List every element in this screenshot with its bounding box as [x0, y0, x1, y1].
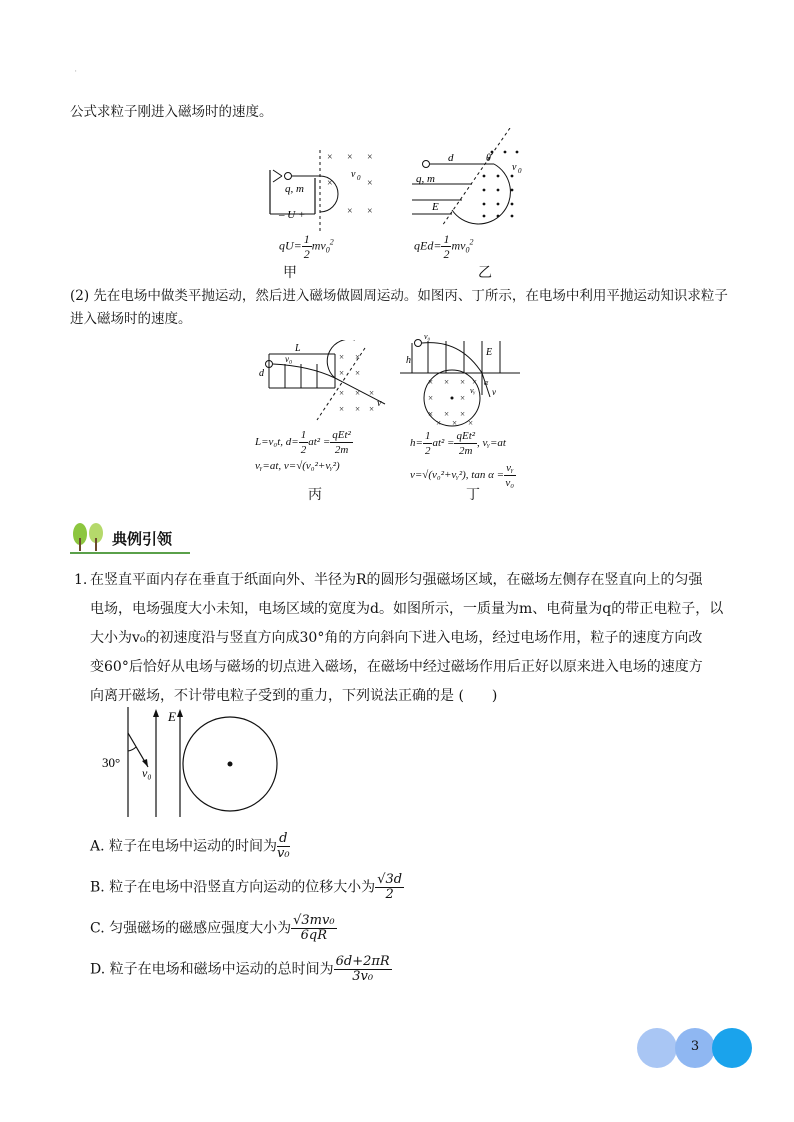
- svg-text:×: ×: [327, 152, 333, 163]
- label-d: d: [448, 152, 454, 164]
- svg-text:×: ×: [428, 393, 434, 403]
- question-figure: [100, 705, 280, 820]
- option-d[interactable]: D. 粒子在电场和磁场中运动的总时间为 $\frac{6d+2\pi R}{\text{3v₀}}$: [90, 954, 390, 984]
- corner-mark: ': [75, 70, 77, 77]
- svg-text:×: ×: [369, 404, 375, 414]
- caption-bing: 丙: [308, 487, 322, 503]
- label-E: E: [168, 709, 176, 724]
- label-U: – U +: [279, 209, 306, 221]
- svg-text:×: ×: [339, 368, 345, 378]
- section-title: 典例引领: [112, 530, 173, 548]
- figure-jia: [265, 148, 400, 281]
- svg-text:×: ×: [339, 388, 345, 398]
- svg-text:×: ×: [428, 409, 434, 419]
- label-v0: v₀: [424, 333, 431, 341]
- svg-text:×: ×: [472, 377, 478, 387]
- label-vy: vᵧ: [470, 386, 476, 395]
- page-number: 3: [690, 1039, 700, 1054]
- svg-text:×: ×: [428, 377, 434, 387]
- svg-text:×: ×: [452, 418, 458, 428]
- figure-bing-diagram: [255, 340, 390, 425]
- formula-ding-2: v=√(v₀²+vᵧ²), tan α = $\frac{\text{vᵧ}}{\text{v₀}}$: [410, 462, 515, 489]
- label-v: v: [377, 398, 382, 409]
- formula-jia: qU= $\frac{1}{2}$ $mv_0^2$: [279, 232, 334, 261]
- caption-ding: 丁: [466, 487, 480, 503]
- label-L: L: [295, 343, 301, 354]
- option-c[interactable]: C. 匀强磁场的磁感应强度大小为 $\frac{\text{√3mv₀}}{6qR}$: [90, 913, 335, 943]
- svg-text:0: 0: [357, 174, 361, 182]
- label-qm: q, m: [285, 183, 304, 195]
- label-E: E: [432, 201, 439, 213]
- question-line-3: 大小为v₀的初速度沿与竖直方向成30°角的方向斜向下进入电场，经过电场作用，粒子的速度方向改: [90, 630, 703, 646]
- figure-jia-diagram: [265, 148, 400, 238]
- figure-yi-diagram: [412, 128, 532, 228]
- formula-bing-1: L=v₀t, d= $\frac{1}{2}$ at² = $\frac{\text{qEt²}}{2m}$: [255, 429, 351, 456]
- question-line-4: 变60°后恰好从电场与磁场的切点进入磁场，在磁场中经过磁场作用后正好以原来进入电场的速度方: [90, 659, 703, 675]
- svg-text:×: ×: [347, 152, 353, 163]
- svg-text:0: 0: [518, 167, 522, 175]
- option-b[interactable]: B. 粒子在电场中沿竖直方向运动的位移大小为 $\frac{√3d}{2}$: [90, 872, 403, 902]
- svg-text:×: ×: [460, 409, 466, 419]
- formula-bing-2: vᵧ=at, v=√(v₀²+vᵧ²): [255, 460, 340, 472]
- question-line-2: 电场，电场强度大小未知，电场区域的宽度为d。如图所示，一质量为m、电荷量为q的带正电粒子，以: [90, 601, 724, 617]
- figure-ding-diagram: [400, 333, 540, 428]
- caption-jia: 甲: [283, 265, 297, 281]
- section-underline: [70, 552, 190, 554]
- svg-text:×: ×: [367, 206, 373, 217]
- svg-text:×: ×: [327, 178, 333, 189]
- svg-text:×: ×: [460, 377, 466, 387]
- figure-ding: [400, 333, 545, 510]
- svg-text:×: ×: [355, 388, 361, 398]
- formula-ding-1: h= $\frac{1}{2}$ at² = $\frac{\text{qEt²}}{2m}$ , vᵧ=at: [410, 430, 506, 457]
- svg-text:×: ×: [347, 206, 353, 217]
- label-qm: q, m: [416, 173, 435, 185]
- option-a[interactable]: A. 粒子在电场中运动的时间为 $\frac{d}{\text{v₀}}$: [90, 831, 290, 861]
- svg-text:×: ×: [468, 418, 474, 428]
- label-h: h: [406, 355, 411, 366]
- svg-text:×: ×: [355, 352, 361, 362]
- svg-text:×: ×: [367, 178, 373, 189]
- page-circle-left: [637, 1028, 677, 1068]
- svg-text:×: ×: [339, 404, 345, 414]
- svg-text:×: ×: [460, 393, 466, 403]
- question-line-5: 向离开磁场，不计带电粒子受到的重力，下列说法正确的是 ( ): [90, 688, 498, 704]
- label-v0: v: [351, 169, 356, 180]
- label-angle: 30°: [102, 755, 121, 770]
- label-v0: v: [512, 162, 517, 173]
- page-number-decor: [637, 1028, 752, 1068]
- label-E: E: [486, 347, 493, 358]
- figure-yi: [412, 128, 532, 281]
- svg-text:×: ×: [355, 404, 361, 414]
- question-line-1: 在竖直平面内存在垂直于纸面向外、半径为R的圆形匀强磁场区域，在磁场左侧存在竖直向上的匀强: [90, 572, 703, 588]
- svg-text:×: ×: [436, 418, 442, 428]
- figure-bing: [255, 340, 390, 510]
- label-alpha: α: [484, 378, 489, 387]
- svg-text:×: ×: [369, 388, 375, 398]
- label-v0: v₀: [142, 766, 152, 780]
- paragraph-2-line1: (2) 先在电场中做类平抛运动，然后进入磁场做圆周运动。如图丙、丁所示，在电场中利用平抛运动知识求粒子: [70, 288, 728, 304]
- svg-text:×: ×: [444, 409, 450, 419]
- page-circle-right: [712, 1028, 752, 1068]
- intro-line: 公式求粒子刚进入磁场时的速度。: [70, 104, 273, 120]
- label-v: v: [492, 387, 496, 397]
- paragraph-2-line2: 进入磁场时的速度。: [70, 311, 192, 327]
- question-figure-diagram: [100, 705, 280, 820]
- tree-icon: [70, 520, 110, 552]
- svg-text:×: ×: [339, 352, 345, 362]
- label-d: d: [259, 368, 264, 379]
- label-theta: θ: [486, 153, 491, 164]
- formula-yi: qEd= $\frac{1}{2}$ $mv_0^2$: [414, 232, 474, 261]
- caption-yi: 乙: [478, 265, 492, 281]
- question-number: 1.: [74, 572, 88, 588]
- svg-text:×: ×: [355, 368, 361, 378]
- svg-text:×: ×: [444, 377, 450, 387]
- section-header: [70, 520, 190, 556]
- label-v0: v₀: [285, 354, 293, 364]
- svg-text:×: ×: [367, 152, 373, 163]
